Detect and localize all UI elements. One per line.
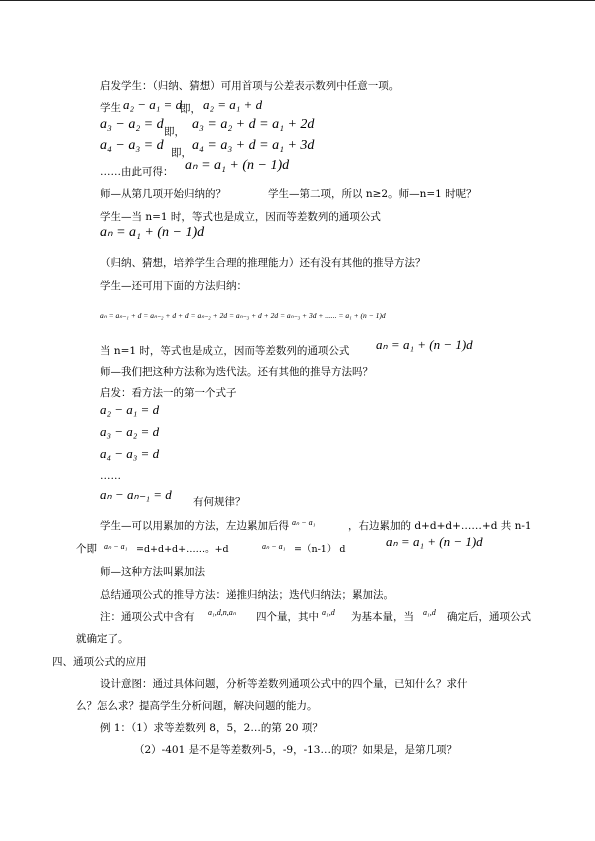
formula: a₄ − a₃ = d [100,446,160,461]
formula: aₙ − a₁ [292,518,316,527]
text-line: =d+d+d+……。+d [136,544,229,555]
text-line: ……由此可得： [100,166,174,178]
text-line: 即， [180,103,201,115]
text-line: 即， [171,147,192,159]
text-line: （归纳、猜想，培养学生合理的推理能力）还有没有其他的推导方法？ [100,257,426,269]
text-line: …… [100,470,121,482]
formula: a₁,d [322,608,335,617]
formula: a₃ − a₂ = d [100,117,164,132]
formula: aₙ = aₙ₋₁ + d = aₙ₋₂ + d + d = aₙ₋₂ + 2d = aₙ₋₃ + d + 2d = aₙ₋₃ + 3d + ...... = a₁ + (n − 1)d [100,311,386,320]
text-line: 师—从第几项开始归纳的？ [100,188,226,200]
text-line: 总结通项公式的推导方法：递推归纳法；迭代归纳法；累加法。 [100,589,394,601]
text-line: 学生 [100,102,121,114]
text-line: 学生—可以用累加的方法，左边累加后得 [100,520,289,532]
formula: aₙ − aₙ₋₁ = d [100,487,172,502]
formula: a₂ = a₁ + d [203,97,263,112]
formula: aₙ = a₁ + (n − 1)d [376,337,473,352]
text-line: ，右边累加的 d+d+d+……+d 共 n-1 [348,520,532,532]
formula: a₄ = a₃ + d = a₁ + 3d [192,138,315,153]
formula: a₃ − a₂ = d [100,424,160,439]
formula: aₙ = a₁ + (n − 1)d [386,534,483,549]
text-line: 当 n=1 时，等式也是成立，因而等差数列的通项公式 [100,345,350,357]
text-line: 即， [164,126,185,138]
text-line: 就确定了。 [76,633,129,645]
formula: aₙ − a₁ [104,542,128,551]
text-line: =（n-1） d [294,544,346,555]
text-line: 有何规律？ [193,496,246,508]
text-line: 学生—当 n=1 时，等式也是成立，因而等差数列的通项公式 [100,211,381,223]
text-line: 启发学生：（归纳、猜想）可用首项与公差表示数列中任意一项。 [100,80,400,92]
formula: aₙ = a₁ + (n − 1)d [100,225,205,240]
formula: a₂ − a₁ = d [123,97,183,112]
formula: a₁,d,n,aₙ [208,608,236,617]
text-line: 设计意图：通过具体问题，分析等差数列通项公式中的四个量，已知什么？求什 [100,678,468,690]
text-line: 四个量，其中 [256,611,319,623]
text-line: 例 1：（1）求等差数列 8，5，2…的第 20 项？ [100,722,323,734]
formula: a₄ − a₃ = d [100,138,164,153]
formula: a₁,d [423,608,436,617]
formula: a₃ = a₂ + d = a₁ + 2d [192,117,315,132]
text-line: 个即 [76,543,97,555]
text-line: 为基本量，当 [351,611,414,623]
text-line: 么？怎么求？提高学生分析问题，解决问题的能力。 [76,700,318,712]
text-line: 师—这种方法叫累加法 [100,566,205,578]
text-line: 学生—还可用下面的方法归纳： [100,280,247,292]
text-line: 师—我们把这种方法称为迭代法。还有其他的推导方法吗？ [100,366,373,378]
formula: a₂ − a₁ = d [100,402,160,417]
text-line: （2）-401 是不是等差数列-5，-9，-13…的项？如果是，是第几项？ [134,744,457,756]
text-line: 注：通项公式中含有 [100,611,195,623]
section-heading: 四、通项公式的应用 [52,656,147,668]
text-line: 学生—第二项，所以 n≥2。师—n=1 时呢？ [268,188,477,200]
formula: aₙ − a₁ [262,542,286,551]
text-line: 启发：看方法一的第一个式子 [100,387,237,399]
formula: aₙ = a₁ + (n − 1)d [185,158,290,173]
text-line: 确定后，通项公式 [447,611,531,623]
